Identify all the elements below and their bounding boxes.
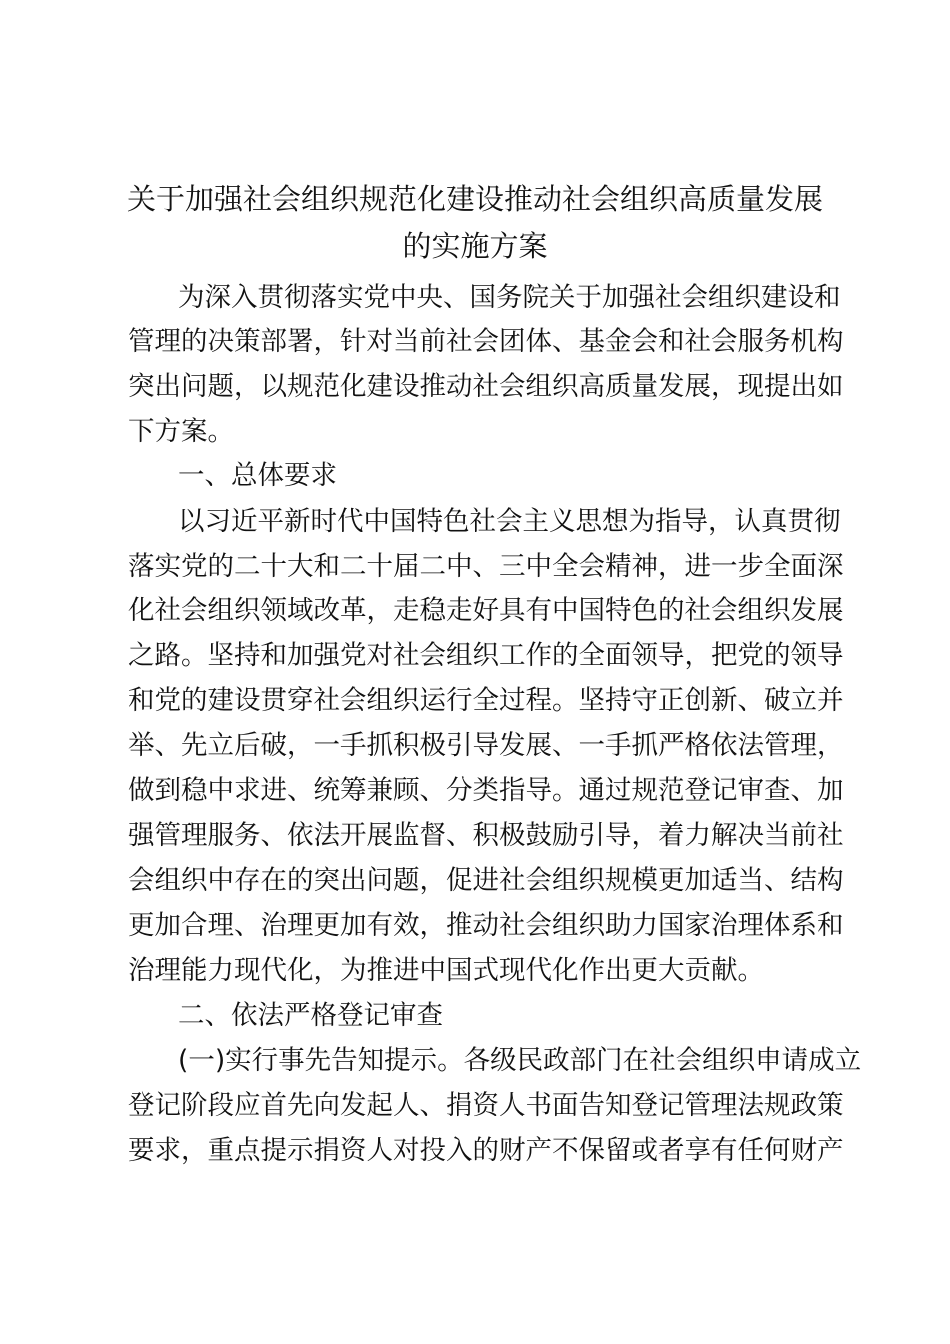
document-title-line-2: 的实施方案 (402, 229, 548, 263)
paragraph-line: 会组织中存在的突出问题，促进社会组织规模更加适当、结构 (128, 865, 844, 896)
document-title-line-1: 关于加强社会组织规范化建设推动社会组织高质量发展 (126, 182, 823, 216)
paragraph-line: 更加合理、治理更加有效，推动社会组织助力国家治理体系和 (128, 910, 844, 941)
paragraph-line: 为深入贯彻落实党中央、国务院关于加强社会组织建设和 (178, 282, 841, 313)
paragraph-line: 要求，重点提示捐资人对投入的财产不保留或者享有任何财产 (128, 1135, 844, 1166)
paragraph-line: 做到稳中求进、统筹兼顾、分类指导。通过规范登记审查、加 (128, 775, 844, 806)
paragraph-line: 和党的建设贯穿社会组织运行全过程。坚持守正创新、破立并 (128, 685, 844, 716)
paragraph-line: 以习近平新时代中国特色社会主义思想为指导，认真贯彻 (178, 506, 841, 537)
paragraph-line: 落实党的二十大和二十届二中、三中全会精神，进一步全面深 (128, 551, 844, 582)
paragraph-line: 登记阶段应首先向发起人、捐资人书面告知登记管理法规政策 (128, 1090, 844, 1121)
paragraph-line: 举、先立后破，一手抓积极引导发展、一手抓严格依法管理， (128, 730, 844, 761)
paragraph-line: 强管理服务、依法开展监督、积极鼓励引导，着力解决当前社 (128, 820, 844, 851)
paragraph-line: 下方案。 (128, 416, 234, 447)
paragraph-line: 化社会组织领域改革，走稳走好具有中国特色的社会组织发展 (128, 595, 844, 626)
paragraph-line: 之路。坚持和加强党对社会组织工作的全面领导，把党的领导 (128, 640, 844, 671)
section-heading: 二、依法严格登记审查 (178, 1000, 443, 1031)
section-heading: 一、总体要求 (178, 460, 337, 491)
paragraph-line: (一)实行事先告知提示。各级民政部门在社会组织申请成立 (178, 1045, 862, 1076)
paragraph-line: 治理能力现代化，为推进中国式现代化作出更大贡献。 (128, 955, 764, 986)
paragraph-line: 管理的决策部署，针对当前社会团体、基金会和社会服务机构 (128, 326, 844, 357)
paragraph-line: 突出问题，以规范化建设推动社会组织高质量发展，现提出如 (128, 371, 844, 402)
